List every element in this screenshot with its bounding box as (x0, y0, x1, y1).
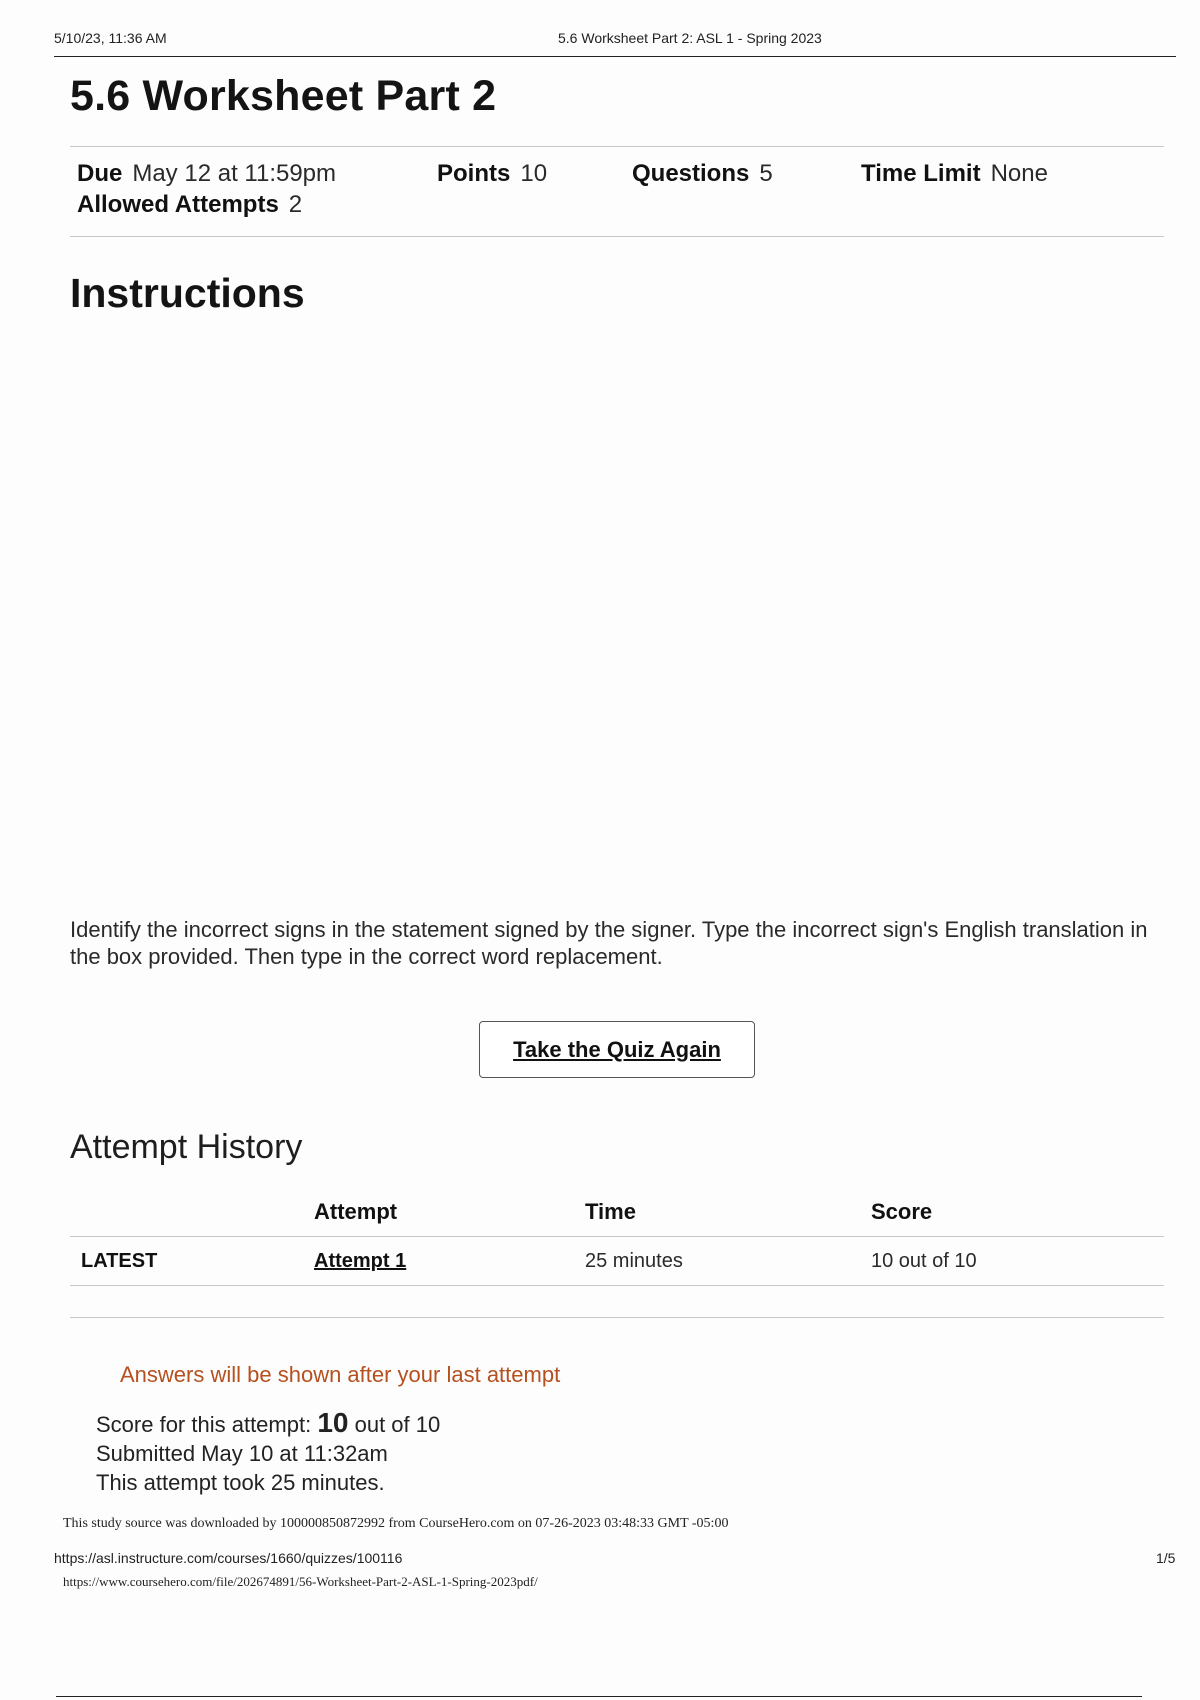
footer-url: https://asl.instructure.com/courses/1660/quizzes/100116 (54, 1550, 403, 1566)
instructions-text: Identify the incorrect signs in the statement signed by the signer. Type the incorrect sign's English translation in the box provided. Then type in the correct word replacement. (70, 917, 1148, 969)
source-url: https://www.coursehero.com/file/202674891/56-Worksheet-Part-2-ASL-1-Spring-2023pdf/ (63, 1574, 538, 1589)
attempts-value: 2 (288, 191, 303, 218)
quiz-allowed-attempts (77, 191, 302, 219)
column-header-attempt: Attempt (314, 1199, 398, 1224)
points-label: Points (437, 160, 511, 187)
score-prefix: Score for this attempt: (96, 1412, 312, 1437)
questions-value: 5 (759, 160, 773, 187)
divider (70, 1317, 1164, 1318)
quiz-time-limit (861, 160, 1048, 188)
page-number: 1/5 (1156, 1550, 1176, 1566)
time-limit-label: Time Limit (861, 160, 981, 187)
attempt-link[interactable]: Attempt 1 (314, 1250, 407, 1272)
divider (70, 236, 1164, 237)
bottom-rule (56, 1696, 1142, 1697)
quiz-due (77, 160, 336, 188)
column-header-score: Score (871, 1199, 933, 1224)
quiz-points (437, 160, 547, 188)
print-header (54, 26, 1176, 57)
duration-line: This attempt took 25 minutes. (96, 1470, 385, 1495)
points-value: 10 (520, 160, 548, 187)
column-header-time: Time (585, 1199, 636, 1224)
table-header-divider (70, 1236, 1164, 1237)
divider (70, 146, 1164, 147)
source-note: This study source was downloaded by 100000850872992 from CourseHero.com on 07-26-2023 03:48:33 GMT -05:00 (63, 1516, 729, 1531)
attempts-label: Allowed Attempts (77, 191, 279, 218)
print-date: 5/10/23, 11:36 AM (54, 30, 167, 46)
score-value: 10 (317, 1407, 349, 1438)
due-value: May 12 at 11:59pm (132, 160, 337, 187)
time-limit-value: None (990, 160, 1048, 187)
attempt-time: 25 minutes (585, 1250, 683, 1272)
submitted-line: Submitted May 10 at 11:32am (96, 1441, 388, 1466)
page-title: 5.6 Worksheet Part 2 (70, 72, 497, 120)
table-row-divider (70, 1285, 1164, 1286)
attempt-score-line (96, 1408, 440, 1439)
attempt-history-heading: Attempt History (70, 1128, 303, 1166)
latest-badge: LATEST (81, 1250, 158, 1272)
due-label: Due (77, 160, 123, 187)
instructions-heading: Instructions (70, 270, 305, 316)
quiz-questions (632, 160, 773, 188)
answers-note: Answers will be shown after your last attempt (120, 1362, 561, 1387)
take-quiz-again-button[interactable]: Take the Quiz Again (479, 1021, 755, 1078)
attempt-score: 10 out of 10 (871, 1250, 977, 1272)
print-page-title: 5.6 Worksheet Part 2: ASL 1 - Spring 2023 (558, 30, 822, 46)
questions-label: Questions (632, 160, 750, 187)
score-suffix: out of 10 (354, 1412, 441, 1437)
attempt-summary (96, 1408, 440, 1497)
